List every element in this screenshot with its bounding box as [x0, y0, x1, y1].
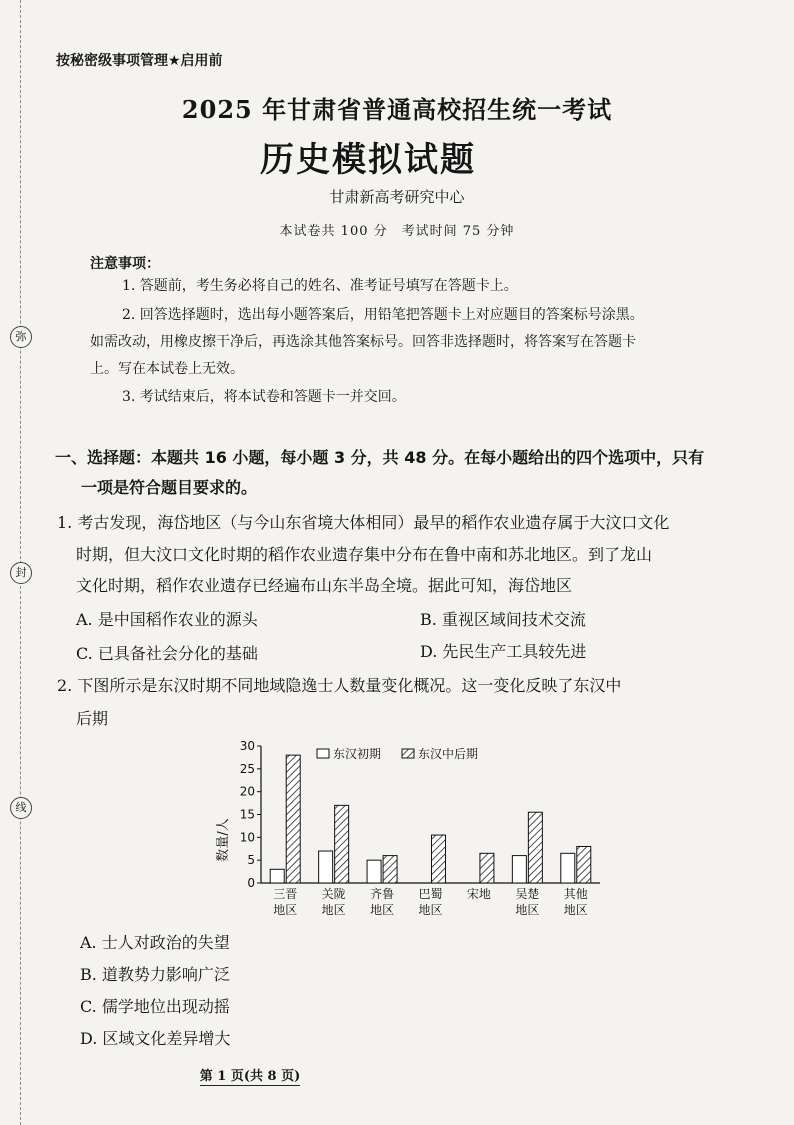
chart-legend-swatch [317, 749, 329, 758]
chart-x-tick-label: 地区 [563, 903, 588, 917]
binding-mark-mi: 弥 [10, 326, 32, 348]
chart-x-tick-label: 地区 [370, 903, 395, 917]
notes-heading: 注意事项： [90, 256, 160, 272]
chart-x-tick-label: 齐鲁 [370, 887, 395, 901]
section-heading-line: 一项是符合题目要求的。 [81, 478, 258, 497]
chart-legend-label: 东汉初期 [333, 747, 382, 761]
subject-title: 历史模拟试题 [260, 140, 476, 180]
chart-y-tick-label: 30 [239, 739, 255, 753]
question-1-stem: 1. 考古发现，海岱地区（与今山东省境大体相同）最早的稻作农业遗存属于大汶口文化 [57, 513, 670, 532]
chart-x-tick-label: 地区 [418, 903, 443, 917]
chart-x-tick-label: 地区 [273, 903, 298, 917]
note-item-2-cont: 上。写在本试卷上无效。 [90, 361, 244, 377]
question-2-stem: 2. 下图所示是东汉时期不同地域隐逸士人数量变化概况。这一变化反映了东汉中 [57, 676, 622, 695]
chart-legend-swatch [402, 749, 414, 758]
exam-info: 本试卷共 100 分 考试时间 75 分钟 [279, 224, 515, 239]
chart-y-tick-label: 20 [239, 784, 255, 799]
chart-bar [383, 856, 397, 883]
question-1-option-d: D. 先民生产工具较先进 [420, 642, 587, 661]
section-heading [55, 443, 760, 503]
page-footer [0, 1065, 500, 1084]
chart-x-tick-label: 其他 [563, 887, 588, 901]
chart-y-tick-label: 25 [239, 761, 255, 776]
chart-x-tick-label: 宋地 [466, 887, 491, 901]
hermit-count-bar-chart [215, 730, 615, 920]
chart-x-tick-label: 巴蜀 [418, 887, 443, 901]
chart-bar [561, 853, 575, 883]
question-2-option-d: D. 区域文化差异增大 [80, 1029, 231, 1048]
chart-x-tick-label: 地区 [321, 903, 346, 917]
question-2-option-a: A. 士人对政治的失望 [80, 933, 230, 952]
chart-bar [512, 856, 526, 883]
chart-y-tick-label: 0 [247, 876, 255, 890]
confidential-label: 按秘密级事项管理★启用前 [56, 53, 223, 69]
organizer: 甘肃新高考研究中心 [329, 188, 465, 206]
chart-bar [480, 853, 494, 883]
note-item-1: 1. 答题前，考生务必将自己的姓名、准考证号填写在答题卡上。 [122, 278, 518, 294]
chart-y-axis-label: 数量/人 [216, 818, 231, 862]
chart-bar [432, 835, 446, 883]
chart-bar [367, 860, 381, 883]
chart-legend-label: 东汉中后期 [418, 747, 479, 761]
chart-x-tick-label: 三晋 [273, 887, 298, 901]
chart-bar [319, 851, 333, 883]
page-number: 第 1 页(共 8 页) [199, 1069, 301, 1084]
chart-x-tick-label: 吴楚 [515, 887, 540, 901]
section-heading-line: 一、选择题：本题共 16 小题，每小题 3 分，共 48 分。在每小题给出的四个选项中，只有 [55, 448, 705, 467]
question-1-option-a: A. 是中国稻作农业的源头 [76, 610, 258, 629]
question-2-stem: 后期 [76, 709, 109, 728]
chart-bar [577, 846, 591, 883]
chart-x-tick-label: 地区 [515, 903, 540, 917]
chart-bar [270, 869, 284, 883]
binding-mark-feng: 封 [10, 562, 32, 584]
chart-bar [286, 755, 300, 883]
question-1-option-c: C. 已具备社会分化的基础 [76, 644, 258, 663]
exam-title: 2025 年甘肃省普通高校招生统一考试 [181, 95, 613, 124]
chart-x-tick-label: 关陇 [321, 887, 346, 901]
binding-mark-xian: 线 [10, 797, 32, 819]
note-item-2: 2. 回答选择题时，选出每小题答案后，用铅笔把答题卡上对应题目的答案标号涂黑。 [122, 307, 644, 323]
chart-y-tick-label: 5 [247, 853, 255, 868]
note-item-3: 3. 考试结束后，将本试卷和答题卡一并交回。 [122, 389, 406, 405]
question-1-stem: 文化时期，稻作农业遗存已经遍布山东半岛全境。据此可知，海岱地区 [76, 576, 573, 595]
question-1-stem: 时期，但大汶口文化时期的稻作农业遗存集中分布在鲁中南和苏北地区。到了龙山 [76, 545, 653, 564]
question-2-option-c: C. 儒学地位出现动摇 [80, 997, 230, 1016]
note-item-2-cont: 如需改动，用橡皮擦干净后，再选涂其他答案标号。回答非选择题时，将答案写在答题卡 [90, 334, 636, 350]
question-1-option-b: B. 重视区域间技术交流 [420, 610, 586, 629]
chart-bar [528, 812, 542, 883]
question-2-option-b: B. 道教势力影响广泛 [80, 965, 230, 984]
chart-bar [335, 805, 349, 883]
chart-y-tick-label: 15 [239, 807, 255, 822]
chart-y-tick-label: 10 [239, 830, 255, 845]
